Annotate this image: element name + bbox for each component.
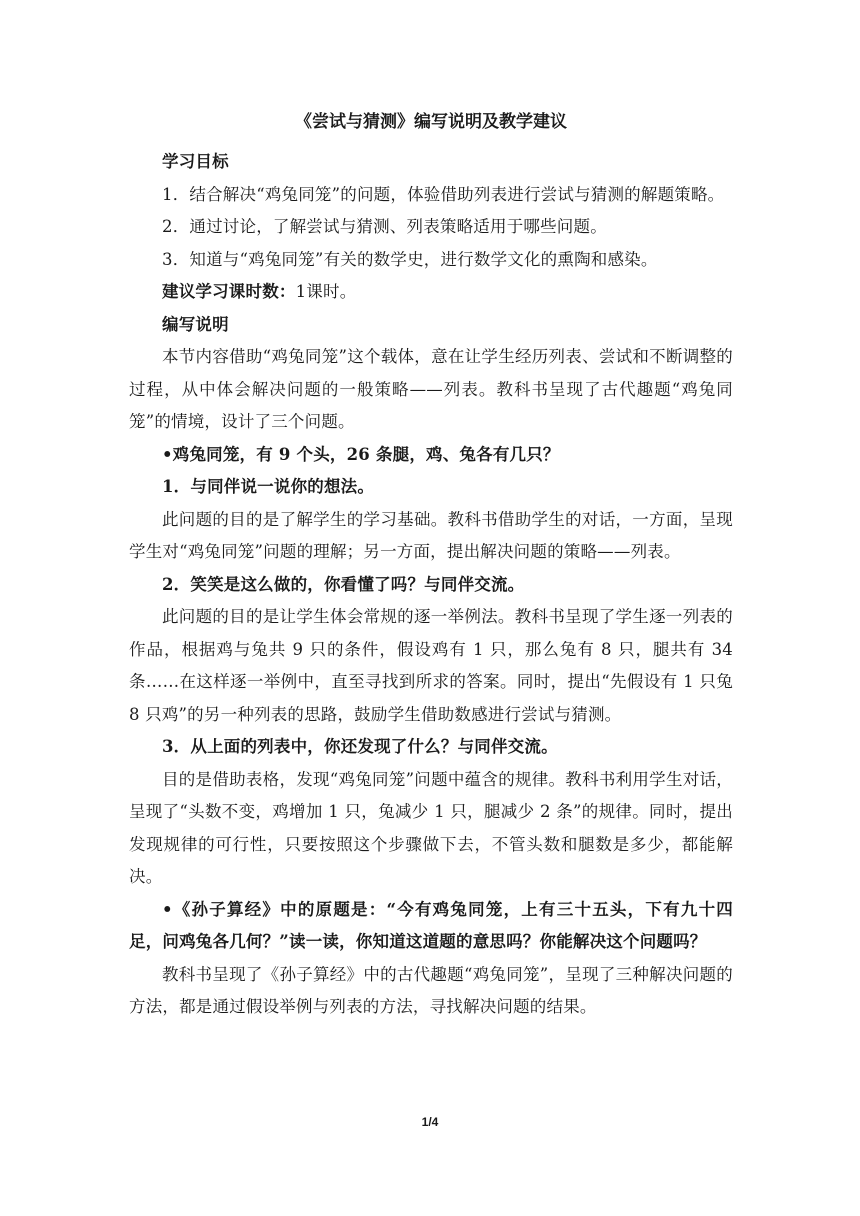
paragraph-text: 3．从上面的列表中，你还发现了什么？与同伴交流。 — [162, 737, 558, 756]
paragraph-text: 1．与同伴说一说你的想法。 — [162, 477, 375, 496]
document-title: 《尝试与猜测》编写说明及教学建议 — [295, 112, 567, 132]
paragraph-label: 建议学习课时数： — [162, 282, 296, 301]
paragraph — [129, 569, 733, 602]
paragraph — [129, 244, 733, 277]
paragraph — [129, 309, 733, 342]
paragraph-text: 本节内容借助“鸡兔同笼”这个载体，意在让学生经历列表、尝试和不断调整的过程，从中体会解决问题的一般策略——列表。教科书呈现了古代趣题“鸡兔同笼”的情境，设计了三个问题。 — [129, 347, 733, 431]
paragraph — [129, 179, 733, 212]
paragraph — [129, 504, 733, 569]
paragraph — [129, 146, 733, 179]
paragraph — [129, 601, 733, 731]
paragraph-text: 1．结合解决“鸡兔同笼”的问题，体验借助列表进行尝试与猜测的解题策略。 — [162, 184, 725, 204]
paragraph-text: •鸡兔同笼，有 9 个头，26 条腿，鸡、兔各有几只？ — [162, 444, 560, 464]
paragraph-text: 教科书呈现了《孙子算经》中的古代趣题“鸡兔同笼”，呈现了三种解决问题的方法，都是通过假设举例与列表的方法，寻找解决问题的结果。 — [129, 964, 733, 1016]
paragraph — [129, 894, 733, 959]
paragraph-text: 此问题的目的是让学生体会常规的逐一举例法。教科书呈现了学生逐一列表的作品，根据鸡与兔共 9 只的条件，假设鸡有 1 只，那么兔有 8 只，腿共有 34 条……在这样逐一举例中，直至寻找到所求的答案。同时，提出“先假设有 1 只兔 8 只鸡”的另一种列表的思路，鼓励学生借助数感进行尝试与猜测。 — [129, 607, 733, 724]
paragraph-text: 2．通过讨论，了解尝试与猜测、列表策略适用于哪些问题。 — [162, 217, 607, 236]
paragraph — [129, 731, 733, 764]
paragraph — [129, 764, 733, 894]
document-body — [129, 110, 733, 1024]
paragraph-text: •《孙子算经》中的原题是：“今有鸡兔同笼，上有三十五头，下有九十四足，问鸡兔各几何？”读一读，你知道这道题的意思吗？你能解决这个问题吗？ — [129, 899, 733, 951]
paragraph — [129, 959, 733, 1024]
paragraph-text: 3．知道与“鸡兔同笼”有关的数学史，进行数学文化的熏陶和感染。 — [162, 249, 658, 269]
paragraph — [129, 276, 733, 309]
paragraph — [129, 211, 733, 244]
paragraph-text: 学习目标 — [162, 152, 229, 171]
paragraph-text: 1课时。 — [295, 282, 357, 301]
paragraph-list — [129, 146, 733, 1024]
paragraph-text: 此问题的目的是了解学生的学习基础。教科书借助学生的对话，一方面，呈现学生对“鸡兔同笼”问题的理解；另一方面，提出解决问题的策略——列表。 — [129, 509, 733, 561]
paragraph-text: 编写说明 — [162, 314, 229, 334]
paragraph — [129, 341, 733, 439]
page-number: 1/4 — [421, 1115, 439, 1129]
paragraph — [129, 471, 733, 504]
paragraph-text: 2．笑笑是这么做的，你看懂了吗？与同伴交流。 — [162, 574, 525, 594]
paragraph — [129, 439, 733, 472]
paragraph-text: 目的是借助表格，发现“鸡兔同笼”问题中蕴含的规律。教科书利用学生对话，呈现了“头数不变，鸡增加 1 只，兔减少 1 只，腿减少 2 条”的规律。同时，提出发现规律的可行性，只要按照这个步骤做下去，不管头数和腿数是多少，都能解决。 — [129, 769, 733, 886]
